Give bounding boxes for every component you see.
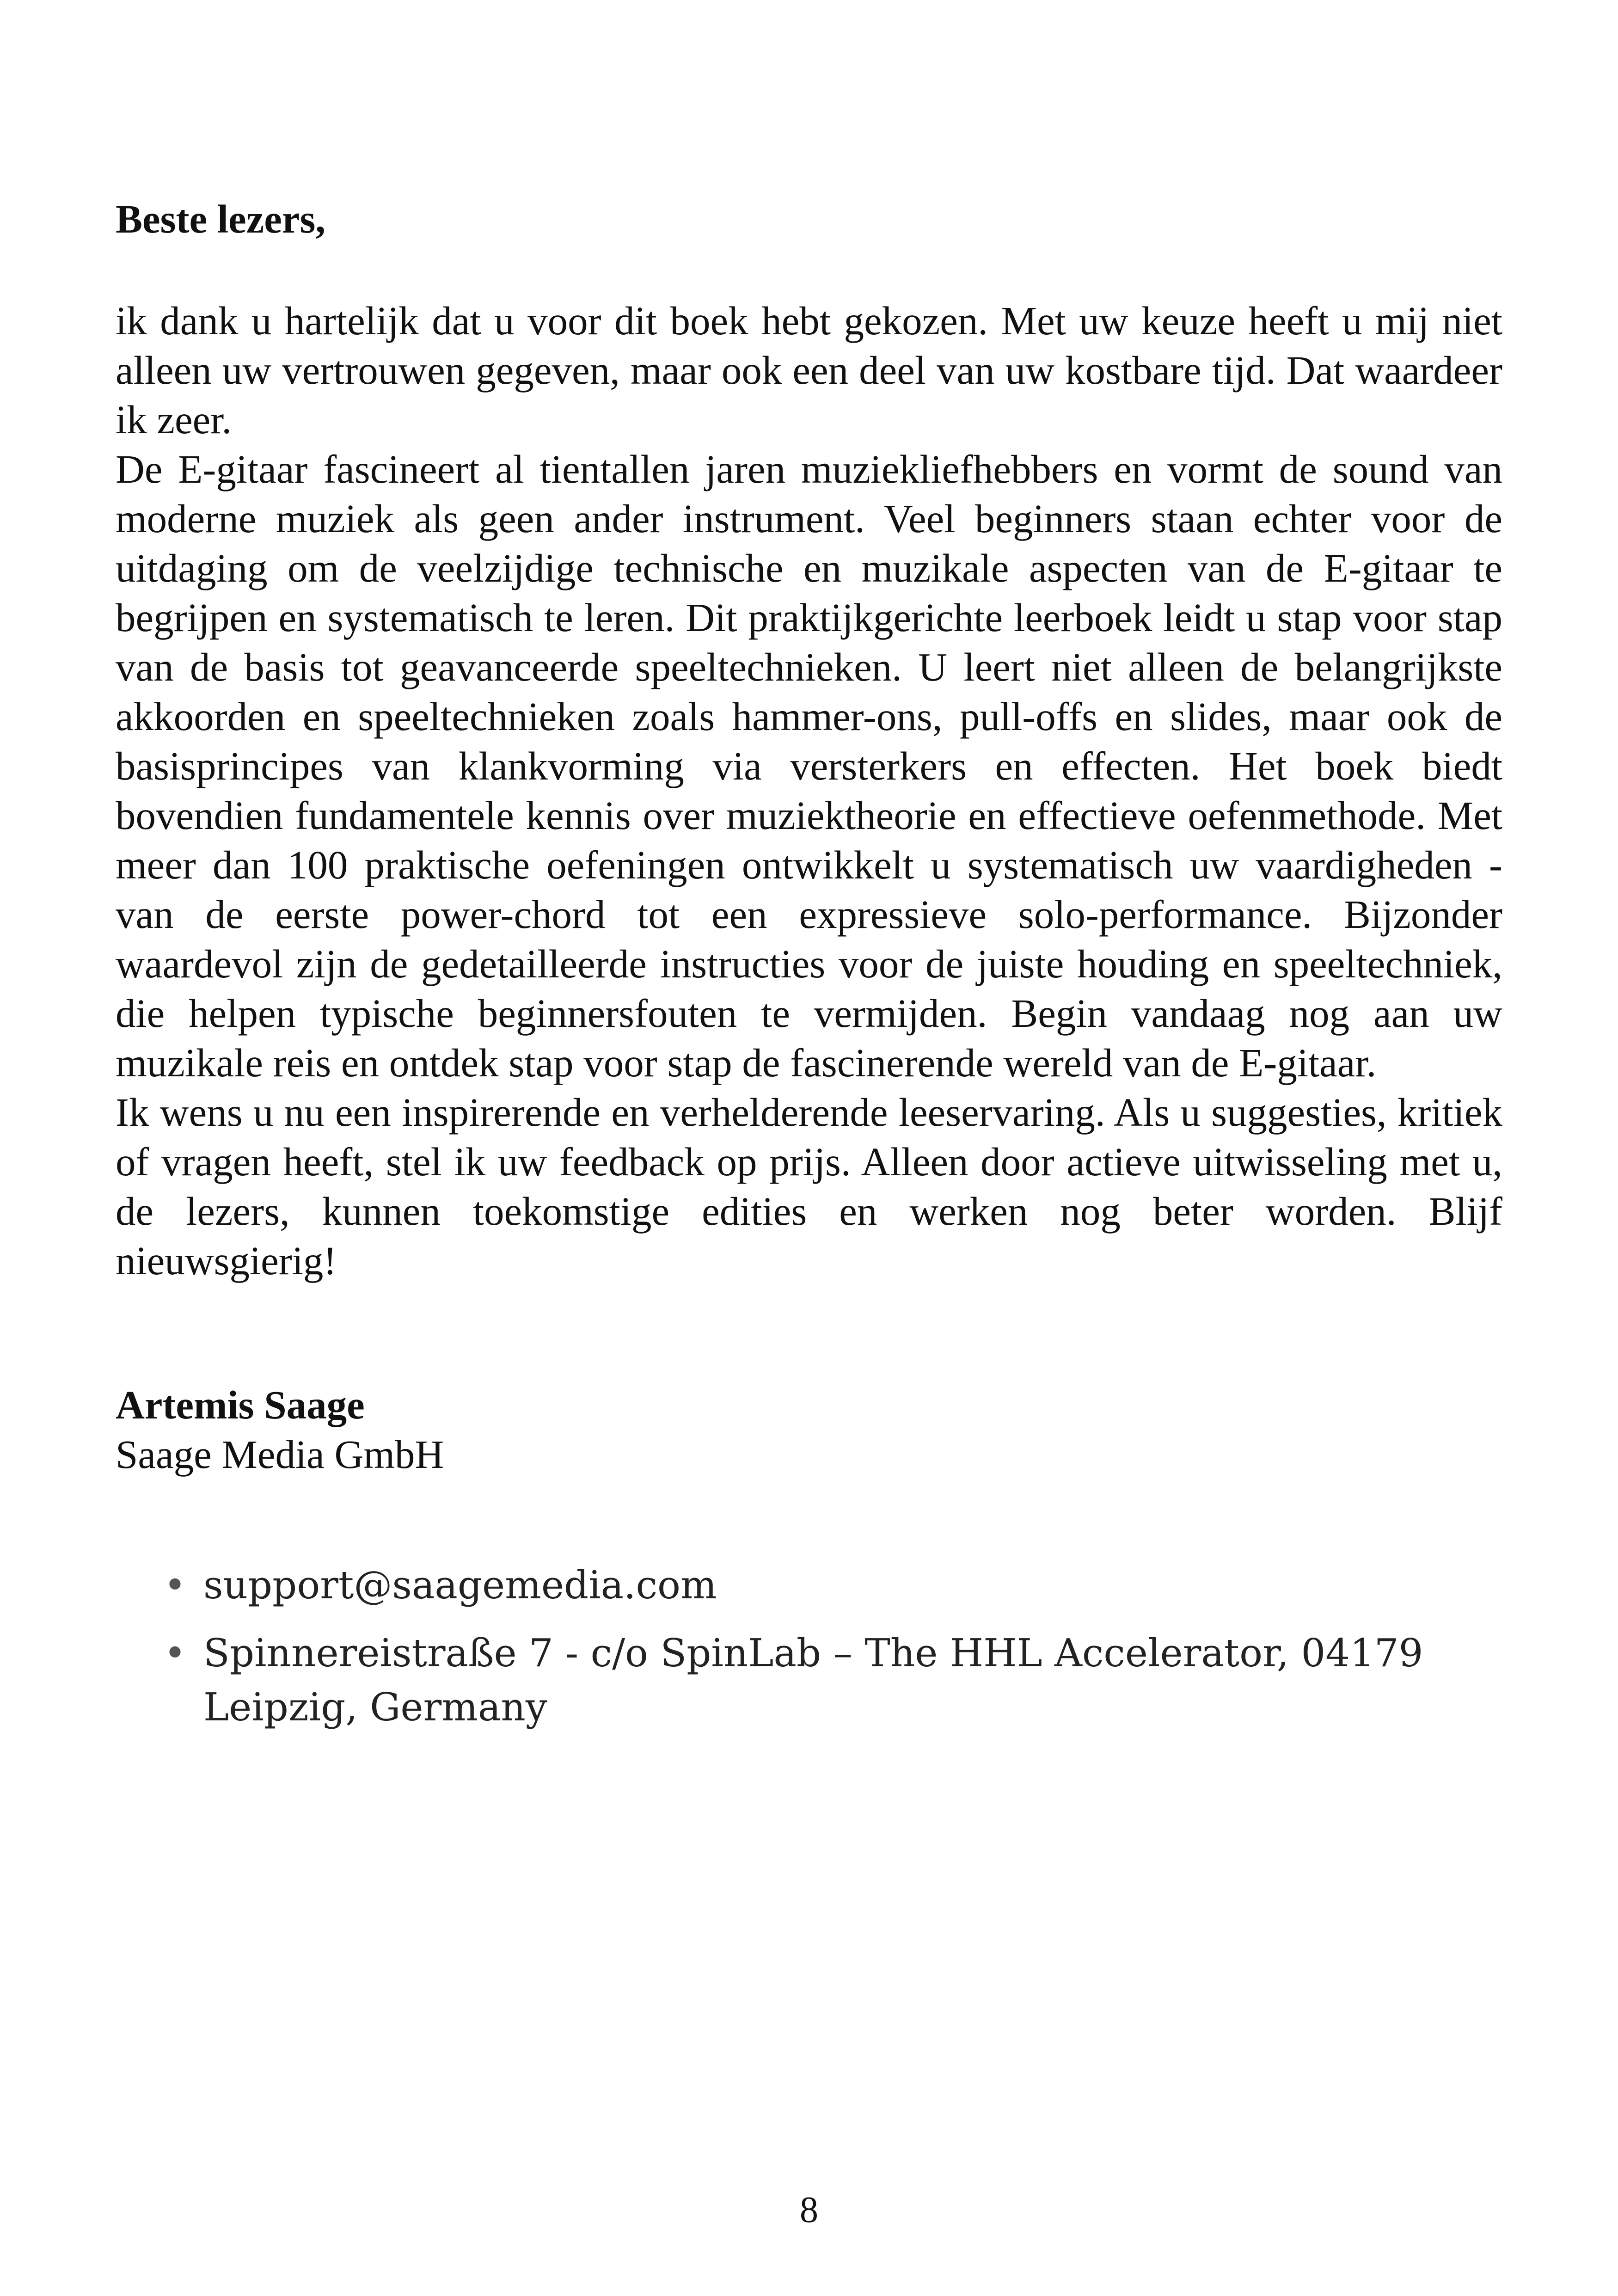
- bullet-icon: •: [164, 1631, 186, 1676]
- salutation: Beste lezers,: [116, 196, 326, 241]
- paragraph-intro: ik dank u hartelijk dat u voor dit boek hebt gekozen. Met uw keuze heeft u mij niet alleen uw vertrouwen gegeven, maar ook een deel van uw kostbare tijd. Dat waardeer ik zeer.: [116, 298, 1502, 442]
- contact-list: [153, 1558, 1502, 1748]
- contact-address-item: [153, 1626, 1502, 1734]
- bullet-icon: •: [164, 1563, 186, 1608]
- author-name: Artemis Saage: [116, 1382, 365, 1427]
- contact-email[interactable]: support@saagemedia.com: [203, 1563, 717, 1608]
- letter-body: [116, 296, 1502, 1285]
- paragraph-book-description: De E-gitaar fascineert al tientallen jaren muziekliefhebbers en vormt de sound van moderne muziek als geen ander instrument. Veel beginners staan echter voor de uitdaging om de veelzijdige technische en muzikale aspecten van de E-gitaar te begrijpen en systematisch te leren. Dit praktijkgerichte leerboek leidt u stap voor stap van de basis tot geavanceerde speeltechnieken. U leert niet alleen de belangrijkste akkoorden en speeltechnieken zoals hammer-ons, pull-offs en slides, maar ook de basisprincipes van klankvorming via versterkers en effecten. Het boek biedt bovendien fundamentele kennis over muziektheorie en effectieve oefenmethode. Met meer dan 100 praktische oefeningen ontwikkelt u systematisch uw vaardigheden - van de eerste power-chord tot een expressieve solo-performance. Bijzonder waardevol zijn de gedetailleerde instructies voor de juiste houding en speeltechniek, die helpen typische beginnersfouten te vermijden. Begin vandaag nog aan uw muzikale reis en ontdek stap voor stap de fascinerende wereld van de E-gitaar.: [116, 447, 1502, 1085]
- company-name: Saage Media GmbH: [116, 1432, 444, 1477]
- contact-email-item: [153, 1558, 1502, 1612]
- signature-block: [116, 1380, 1502, 1479]
- paragraph-closing: Ik wens u nu een inspirerende en verhelderende leeservaring. Als u suggesties, kritiek of vragen heeft, stel ik uw feedback op prijs. Alleen door actieve uitwisseling met u, de lezers, kunnen toekomstige edities en werken nog beter worden. Blijf nieuwsgierig!: [116, 1090, 1502, 1283]
- page-number: 8: [800, 2190, 818, 2230]
- contact-address: Spinnereistraße 7 - c/o SpinLab – The HHL Accelerator, 04179 Leipzig, Germany: [203, 1631, 1423, 1730]
